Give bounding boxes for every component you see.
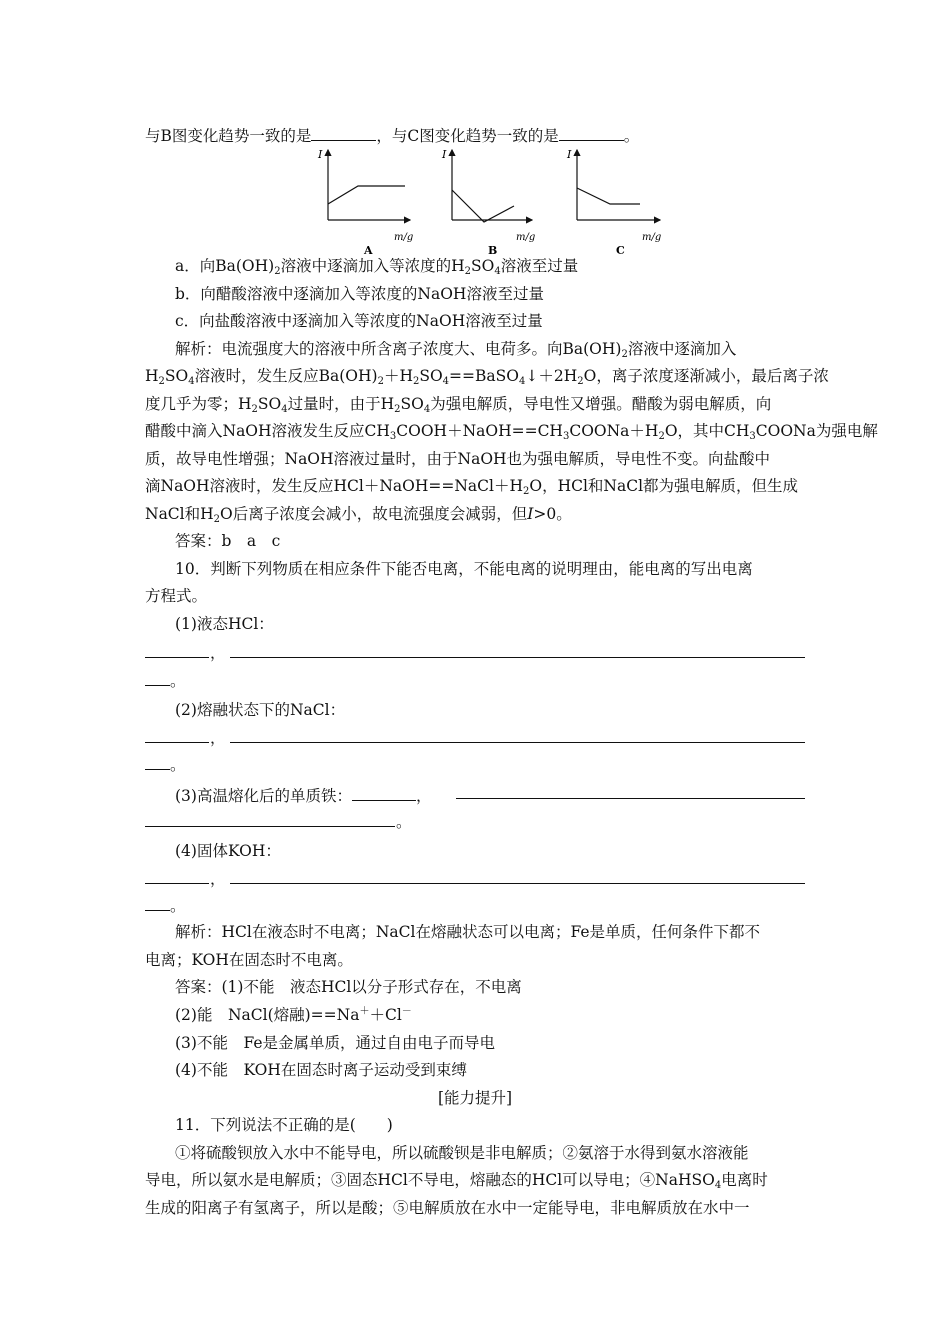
answer9: 答案：b a c xyxy=(175,532,281,550)
analysis9-line6: 滴NaOH溶液时，发生反应$HCl+NaOH==NaCl+H_2O$，HCl和NaCl都为强电解质，但生成 xyxy=(145,477,799,497)
q11-line2: 导电，所以氨水是电解质；③固态HCl不导电，熔融态的HCl可以导电；④NaHSO$_4$电离时 xyxy=(145,1171,768,1191)
q10-part4-period: 。 xyxy=(170,897,186,915)
q11-line1: ①将硫酸钡放入水中不能导电，所以硫酸钡是非电解质；②氨溶于水得到氨水溶液能 xyxy=(175,1144,749,1162)
graph-a-caption: A xyxy=(364,244,373,257)
q10-part4-blank2-cont xyxy=(145,910,170,911)
analysis9-line4: 醋酸中滴入NaOH溶液发生反应$CH_3COOH+NaOH==CH_3COONa+H_2O$，其中$CH_3COONa$为强电解 xyxy=(145,422,878,442)
q10-part1-blank2 xyxy=(230,657,805,658)
q10-part2: (2)熔融状态下的NaCl： xyxy=(175,701,346,719)
analysis10-line1: 解析：HCl在液态时不电离；NaCl在熔融状态可以电离；Fe是单质，任何条件下都不 xyxy=(175,923,761,941)
answer10-line4: (4)不能 KOH在固态时离子运动受到束缚 xyxy=(175,1061,467,1079)
q10-part2-period: 。 xyxy=(170,756,186,774)
q10-part3: (3)高温熔化后的单质铁： ， xyxy=(175,784,805,806)
graph-a xyxy=(317,148,413,257)
option-a: a．向$Ba(OH)_2$溶液中逐滴加入等浓度的$H_2SO_4$溶液至过量 xyxy=(175,257,579,277)
q10-part1-blank2-cont xyxy=(145,685,170,686)
q10-stem-line2: 方程式。 xyxy=(145,587,208,605)
intro-text-a: 与B图变化趋势一致的是 xyxy=(145,127,312,145)
analysis9-line7: NaCl和$H_2O$后离子浓度会减小，故电流强度会减弱，但I>0。 xyxy=(145,505,572,525)
analysis10-line2: 电离；KOH在固态时不电离。 xyxy=(145,951,353,969)
answer-blank-c xyxy=(559,124,624,141)
analysis9-line5: 质，故导电性增强；NaOH溶液过量时，由于NaOH也为强电解质，导电性不变。向盐酸中 xyxy=(145,450,771,468)
answer-blank-b xyxy=(311,124,376,141)
intro-text-b: ，与C图变化趋势一致的是 xyxy=(376,127,559,145)
q10-part3-blank2 xyxy=(456,798,805,799)
q10-part4: (4)固体KOH： xyxy=(175,842,281,860)
q10-part4-blank2 xyxy=(230,883,805,884)
graph-b-curve xyxy=(452,190,514,222)
q10-part1-blank1 xyxy=(145,657,209,658)
intro-line xyxy=(145,124,805,146)
q10-part4-comma: ， xyxy=(210,870,226,888)
q10-part1-period: 。 xyxy=(170,672,186,690)
analysis9-line1: 解析：电流强度大的溶液中所含离子浓度大、电荷多。向$Ba(OH)_2$溶液中逐滴加入 xyxy=(175,340,737,360)
q10-part3-period: 。 xyxy=(396,813,412,831)
graph-b-y-label: I xyxy=(442,148,447,161)
intro-text-c: 。 xyxy=(623,127,640,145)
graph-b-caption: B xyxy=(488,244,498,257)
answer10-line2: (2)能 NaCl(熔融)==Na＋＋Cl－ xyxy=(175,1006,412,1024)
q10-part2-blank2 xyxy=(230,742,805,743)
q10-part2-comma: ， xyxy=(210,729,226,747)
option-b: b．向醋酸溶液中逐滴加入等浓度的NaOH溶液至过量 xyxy=(175,285,544,303)
graph-a-x-label: m/g xyxy=(394,232,414,243)
graph-b-x-label: m/g xyxy=(516,232,536,243)
graph-c xyxy=(566,148,661,257)
graph-c-curve xyxy=(577,188,640,204)
graph-a-curve xyxy=(328,186,405,204)
answer10-line3: (3)不能 Fe是金属单质，通过自由电子而导电 xyxy=(175,1034,496,1052)
q10-part4-blank1 xyxy=(145,883,209,884)
q11-stem: 11．下列说法不正确的是( ) xyxy=(175,1116,393,1134)
q10-stem-line1: 10．判断下列物质在相应条件下能否电离，不能电离的说明理由，能电离的写出电离 xyxy=(175,560,753,578)
current-graphs xyxy=(310,144,680,259)
q10-part1-comma: ， xyxy=(210,644,226,662)
analysis9-line3: 度几乎为零；$H_2SO_4$过量时，由于$H_2SO_4$为强电解质，导电性又增强。醋酸为弱电解质，向 xyxy=(145,395,772,415)
q10-part2-blank1 xyxy=(145,742,209,743)
option-c: c．向盐酸溶液中逐滴加入等浓度的NaOH溶液至过量 xyxy=(175,312,543,330)
graph-c-caption: C xyxy=(616,244,625,257)
graph-a-y-label: I xyxy=(318,148,323,161)
q11-line3: 生成的阳离子有氢离子，所以是酸；⑤电解质放在水中一定能导电，非电解质放在水中一 xyxy=(145,1199,750,1217)
q10-part1: (1)液态HCl： xyxy=(175,615,274,633)
answer10-line1: 答案：(1)不能 液态HCl以分子形式存在，不电离 xyxy=(175,978,522,996)
graph-b xyxy=(441,148,535,257)
q10-part3-blank2-cont xyxy=(145,826,395,827)
analysis9-line2: $H_2SO_4$溶液时，发生反应$Ba(OH)_2+H_2SO_4==BaSO_4↓+2H_2O$，离子浓度逐渐减小，最后离子浓 xyxy=(145,367,829,387)
q10-part2-blank2-cont xyxy=(145,769,170,770)
section-heading: [能力提升] xyxy=(437,1089,513,1107)
graph-c-x-label: m/g xyxy=(642,232,662,243)
graph-c-y-label: I xyxy=(567,148,572,161)
